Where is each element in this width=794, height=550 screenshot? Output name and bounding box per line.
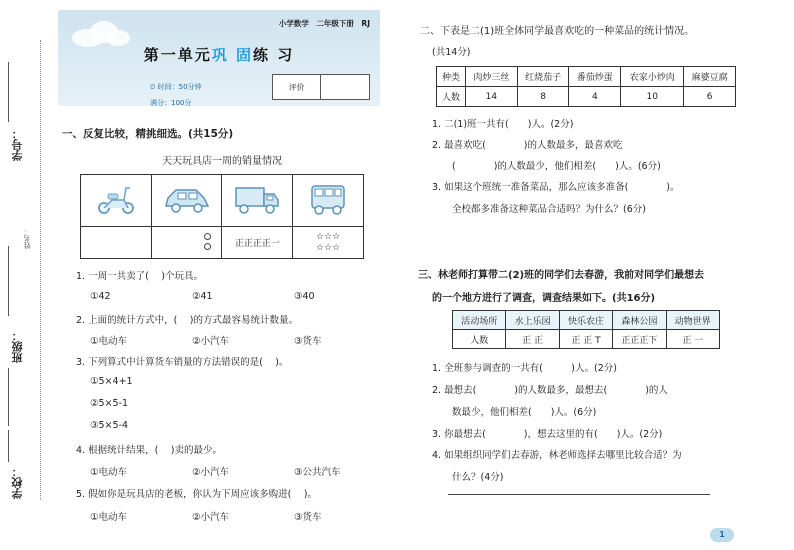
- q1-2-option-3[interactable]: ③货车: [294, 336, 322, 347]
- school-label: 学校：: [11, 466, 24, 499]
- toy-cell-scooter: [81, 175, 152, 227]
- q1-2-option-1[interactable]: ①电动车: [90, 336, 128, 347]
- question-2-2a: 2. 最喜欢吃( )的人数最多，最喜欢吃: [432, 140, 623, 151]
- section-3-heading-a: 三、林老师打算带二(2)班的同学们去春游，我前对同学们最想去: [418, 270, 705, 281]
- question-2-3b: 全校都多准备这种菜品合适吗？为什么？(6分): [452, 204, 646, 215]
- dish-stats-table: [436, 66, 736, 107]
- q1-3-option-3[interactable]: ③5×5-4: [90, 420, 129, 431]
- q1-5-option-3[interactable]: ③货车: [294, 512, 322, 523]
- evaluation-box[interactable]: [272, 74, 370, 100]
- circle-mark: [204, 233, 211, 240]
- student-no-blank[interactable]: [8, 62, 22, 122]
- veg-header: 种类: [437, 67, 466, 87]
- q1-5-option-2[interactable]: ②小汽车: [192, 512, 230, 523]
- toy-cell-bus: [293, 175, 364, 227]
- act-header: 水上乐园: [506, 311, 559, 330]
- page-title: 第一单元巩 固练 习: [143, 46, 295, 64]
- veg-value: 8: [517, 87, 569, 107]
- small-car-icon: [162, 182, 212, 216]
- toy-sales-table: [80, 174, 364, 259]
- electric-scooter-icon: [94, 182, 138, 216]
- act-value: 正 正 T: [559, 330, 612, 349]
- tally-truck: 正正正正一: [222, 227, 293, 259]
- q1-1-option-2[interactable]: ②41: [192, 291, 213, 302]
- question-3-4b: 什么？(4分): [452, 472, 504, 483]
- veg-value: 4: [569, 87, 621, 107]
- question-1-1: 1. 一周一共卖了( )个玩具。: [76, 271, 204, 282]
- veg-value: 10: [621, 87, 684, 107]
- veg-value: 人数: [437, 87, 466, 107]
- q1-2-option-2[interactable]: ②小汽车: [192, 336, 230, 347]
- q1-4-option-3[interactable]: ③公共汽车: [294, 467, 341, 478]
- name-blank[interactable]: [8, 246, 22, 316]
- question-3-2b: 数最少，他们相差( )人。(6分): [452, 407, 597, 418]
- bus-icon: [306, 182, 350, 216]
- score-label: 满分：100分: [150, 99, 192, 107]
- section-2-points: (共14分): [432, 47, 471, 58]
- question-2-2b: ( )的人数最少，他们相差( )人。(6分): [452, 161, 661, 172]
- question-2-1: 1. 二(1)班一共有( )人。(2分): [432, 119, 574, 130]
- q1-3-option-1[interactable]: ①5×4+1: [90, 376, 133, 387]
- veg-header: 麻婆豆腐: [684, 67, 736, 87]
- veg-header: 番茄炒蛋: [569, 67, 621, 87]
- class-label: 班级：: [11, 330, 24, 363]
- question-1-3: 3. 下列算式中计算货车销量的方法错误的是( )。: [76, 357, 289, 368]
- q1-4-option-1[interactable]: ①电动车: [90, 467, 128, 478]
- section-1-heading: 一、反复比较，精挑细选。(共15分): [62, 128, 234, 140]
- act-value: 正 一: [666, 330, 719, 349]
- veg-header: 肉炒三丝: [466, 67, 518, 87]
- chart-title: 天天玩具店一周的销量情况: [162, 156, 282, 167]
- student-no-label: 学号：: [11, 128, 24, 161]
- section-3-heading-b: 的一个地方进行了调查，调查结果如下。(共16分): [432, 293, 656, 304]
- toy-cell-truck: [222, 175, 293, 227]
- q1-5-option-1[interactable]: ①电动车: [90, 512, 128, 523]
- truck-icon: [232, 182, 282, 216]
- destination-survey-table: [452, 310, 720, 349]
- veg-value: 14: [466, 87, 518, 107]
- question-3-4a: 4. 如果组织同学们去春游，林老师选择去哪里比较合适？为: [432, 450, 682, 461]
- school-blank[interactable]: [8, 430, 22, 462]
- tally-car: [151, 227, 222, 259]
- act-header: 动物世界: [666, 311, 719, 330]
- q1-3-option-2[interactable]: ②5×5-1: [90, 398, 129, 409]
- question-2-3a: 3. 如果这个班统一准备菜品，那么应该多准备( )。: [432, 182, 680, 193]
- act-value: 人数: [453, 330, 506, 349]
- circle-mark: [204, 243, 211, 250]
- answer-line[interactable]: [448, 494, 710, 495]
- question-1-5: 5. 假如你是玩具店的老板，你认为下周应该多购进( )。: [76, 489, 318, 500]
- veg-value: 6: [684, 87, 736, 107]
- page-number: 1: [710, 528, 734, 542]
- question-3-3: 3. 你最想去( )，想去这里的有( )人。(2分): [432, 429, 663, 440]
- question-1-4: 4. 根据统计结果，( )卖的最少。: [76, 445, 223, 456]
- dotted-cut-line: [40, 40, 42, 500]
- tally-scooter: [81, 227, 152, 259]
- binding-margin: [0, 0, 56, 550]
- veg-header: 红烧茄子: [517, 67, 569, 87]
- q1-1-option-1[interactable]: ①42: [90, 291, 111, 302]
- class-blank[interactable]: [8, 368, 22, 426]
- question-1-2: 2. 上面的统计方式中，( )的方式最容易统计数量。: [76, 315, 299, 326]
- name-label: 姓名：: [23, 228, 31, 249]
- act-value: 正正正下: [613, 330, 666, 349]
- question-3-1: 1. 全班参与调查的一共有( )人。(2分): [432, 363, 617, 374]
- act-header: 快乐农庄: [559, 311, 612, 330]
- act-header: 森林公园: [613, 311, 666, 330]
- time-label: ⏲ 时间：50分钟: [150, 83, 202, 91]
- tally-bus: ☆☆☆ ☆☆☆: [293, 227, 364, 259]
- act-value: 正 正: [506, 330, 559, 349]
- act-header: 活动场所: [453, 311, 506, 330]
- header-banner: [58, 10, 380, 106]
- subject-label: 小学数学 二年级下册 RJ: [278, 19, 370, 28]
- toy-cell-car: [151, 175, 222, 227]
- q1-4-option-2[interactable]: ②小汽车: [192, 467, 230, 478]
- q1-1-option-3[interactable]: ③40: [294, 291, 315, 302]
- evaluation-label: 评价: [273, 75, 321, 99]
- veg-header: 农家小炒肉: [621, 67, 684, 87]
- section-2-heading: 二、下表是二(1)班全体同学最喜欢吃的一种菜品的统计情况。: [420, 26, 695, 37]
- question-3-2a: 2. 最想去( )的人数最多，最想去( )的人: [432, 385, 668, 396]
